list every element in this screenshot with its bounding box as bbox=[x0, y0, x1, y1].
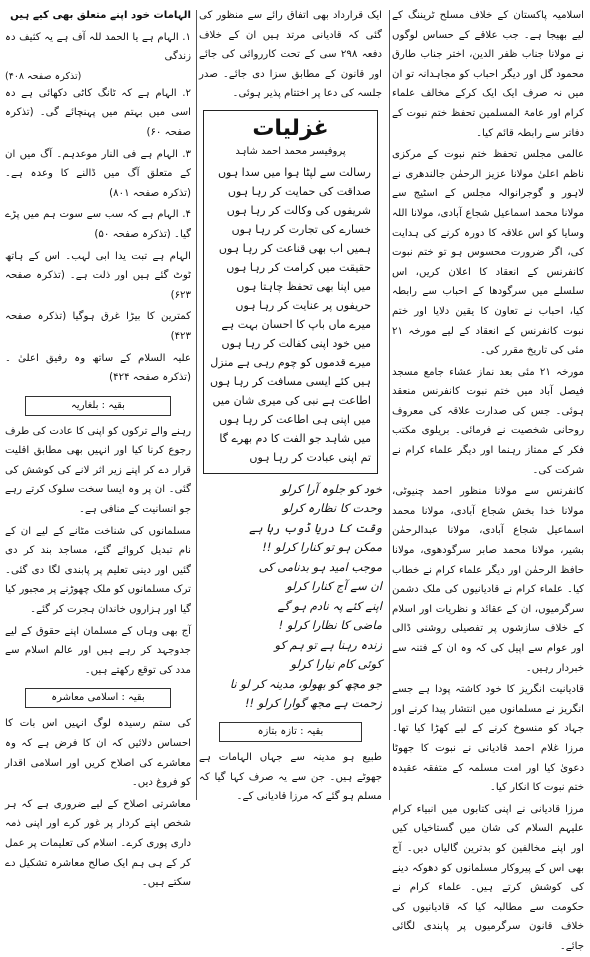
ghazal-verse: میرے ماں باپ کا احسان بہت ہے bbox=[221, 317, 371, 331]
ghazal-verse: ہیں کئے ایسی مسافت کر رہا ہوں bbox=[210, 374, 371, 388]
ghazal-box bbox=[203, 110, 378, 474]
ilham-item: ۳. الہام ہے فی النار موعدہم۔ آگ میں ان کے متعلق آگ میں ڈالنے کا وعدہ ہے۔ (تذکرہ صفحہ ۸۰۱) bbox=[5, 148, 191, 199]
ilham-item: ۴. الہام ہے کہ سب سے سوت ہم میں پڑے گیا۔ (تذکرہ صفحہ ۵۰) bbox=[5, 209, 191, 240]
ghazal-verse: خسارے کی تجارت کر رہا ہوں bbox=[231, 222, 371, 236]
article-paragraph: مورخہ ۲۱ مئی بعد نماز عشاء جامع مسجد فیصل آباد میں ختم نبوت کانفرنس منعقد ہوئی۔ جس کی صدارت علاقہ کی معروف روحانی شخصیت نے فرمائی۔ بریلوی مکتب فکر کے ممتاز رہنما اور دیگر علماء کرام نے شرکت کی۔ bbox=[392, 366, 584, 476]
article-paragraph: اسلامیہ پاکستان کے خلاف مسلح ٹریننگ کے لیے بھیجا ہے۔ جب علاقے کے حساس لوگوں نے مولانا جناب ظفر الدین، اختر جناب طارق محمود گل اور دیگر احباب کو مجاہدانہ تو ان میں نہ صرف ایک ایک کرکے مخالف علماء کرام اور عامۃ المسلمین تحفظ ختم نبوت کے دفاتر سے رابطہ قائم کیا۔ bbox=[392, 10, 584, 139]
ghazal-verse: میں اپنا بھی تحفظ چاہتا ہوں bbox=[236, 279, 371, 293]
poem-verse: وحدت کا نظارہ کرلو bbox=[282, 501, 382, 516]
ilham-item: ۲. الہام ہے کہ ٹانگ کاٹی دکھائی ہے دہ اسی میں بہتم میں پہنچائے گی۔ (تذکرہ صفحہ ۶۰) bbox=[5, 87, 191, 138]
poem-verse: زحمت ہے مجھ گوارا کرلو !! bbox=[244, 696, 382, 711]
ilham-item: علیہ السلام کے ساتھ وہ رفیق اعلیٰ ۔ (تذکرہ صفحہ ۴۲۴) bbox=[5, 352, 191, 384]
reference: (تذکرہ صفحہ ۴۰۸) bbox=[5, 70, 82, 82]
article-paragraph: قادیانیت انگریز کا خود کاشتہ پودا ہے جسے انگریز نے مسلمانوں میں انتشار پیدا کرنے اور جہاد کو منسوخ کرنے کے لیے کھڑا کیا تھا۔ مرزا غلام احمد قادیانی نے نبوت کا جھوٹا دعویٰ کیا اور امت مسلمہ کے متفقہ عقیدہ ختم نبوت کا انکار کیا۔ bbox=[392, 684, 584, 794]
article-paragraph: ایک قرارداد بھی اتفاق رائے سے منظور کی گئی کہ قادیانی مرتد ہیں ان کے خلاف دفعہ ۲۹۸ سی کے تحت کارروائی کی جائے اور قانون کے مطابق سزا دی جائے۔ صدر جلسہ کی دعا پر اختتام پذیر ہوئی۔ bbox=[199, 10, 383, 100]
ghazal-verse: اطاعت ہے نبی کی میری شان میں bbox=[212, 393, 371, 407]
ilham-item: الہام ہے تبت یدا ابی لہب۔ اس کے ہاتھ ٹوٹ گئے ہیں اور ذلت ہے۔ (تذکرہ صفحہ ۶۲۳) bbox=[5, 250, 191, 301]
article-paragraph: عالمی مجلس تحفظ ختم نبوت کے مرکزی ناظم اعلیٰ مولانا عزیز الرحمٰن جالندھری نے لاہور و گوجرانوالہ مجلس کے اسٹیج سے مولانا محمد اسماعیل شجاع آبادی، مولانا اللہ وسایا کو اس علاقہ کا دورہ کرنے کی ہدایت کی، اگر ضرورت محسوس ہو تو ختم نبوت کانفرنس کے انعقاد کا اعلان کریں، اس سلسلے میں سرگودھا کے احباب سے رابطہ کیا، احباب نے تعاون کا یقین دلایا اور ختم نبوت کانفرنس کے انعقاد کے لیے مورخہ ۲۱ مئی کی تاریخ مقرر کی۔ bbox=[392, 149, 584, 357]
ghazal-verse: صداقت کی حمایت کر رہا ہوں bbox=[227, 184, 371, 198]
poem-verse: خود کو جلوہ آرا کرلو bbox=[280, 481, 382, 496]
middle-column bbox=[199, 6, 383, 803]
column-divider-right bbox=[389, 10, 390, 800]
ghazal-verse: ہمیں اب بھی قناعت کر رہا ہوں bbox=[218, 241, 371, 255]
ghazal-title: غزلیات bbox=[252, 115, 329, 141]
article-paragraph: آج بھی وہاں کے مسلمان اپنے حقوق کے لیے جدوجہد کر رہے ہیں اور عالم اسلام سے مدد کی توقع رکھتے ہیں۔ bbox=[5, 625, 191, 676]
ilham-item: ۱. الہام ہے یا الحمد للہ آف ہے یہ کثیف دہ زندگی bbox=[5, 31, 191, 63]
right-column bbox=[392, 6, 584, 952]
poem-verse: جو مچھ کو بھولو، مدینہ کر لو نا bbox=[229, 676, 382, 691]
article-paragraph: رہنے والے ترکوں کو اپنی کا عادت کی طرف رجوع کرنا کیا اور انہیں بھی مطابق اقلیت قرار دے کر اپنے زیر اثر لانے کی کوشش کی گئی۔ ان پر وہ ایسا سخت سلوک کرتے رہے جو انسانیت کے منافی ہے۔ bbox=[5, 425, 191, 516]
section-heading: الہامات خود اپنے متعلق بھی کیے ہیں bbox=[10, 10, 191, 21]
ghazal-author: پروفیسر محمد احمد شاہد bbox=[235, 145, 346, 157]
left-column bbox=[5, 6, 191, 889]
poem-verse: ماضی کا نظارا کرلو ! bbox=[278, 618, 382, 633]
ghazal-verse: میں شاہد جو الفت کا دم بھرے گا bbox=[219, 431, 371, 445]
poem-verse: موجب امید ہو بدنامی کی bbox=[258, 559, 382, 574]
article-paragraph: کانفرنس سے مولانا منظور احمد چنیوٹی، مولانا خدا بخش شجاع آبادی، مولانا محمد اسماعیل شجاع آبادی، مولانا عبدالرحمٰن بشیر، مولانا محمد صابر سرگودھوی، مولانا حافظ الرحمٰن اور دیگر علماء کرام نے خطاب کیا۔ علماء کرام نے قادیانیوں کی ملک دشمن سرگرمیوں، ان کے عقائد و نظریات اور اسلام کے خلاف سازشوں پر تفصیلی روشنی ڈالی اور عوام سے اپیل کی کہ وہ ان کے فتنہ سے خبردار رہیں۔ bbox=[392, 486, 584, 674]
poem-verse: ان سے آج کنارا کرلو bbox=[286, 579, 382, 594]
poem-verse: اپنے کئے پہ نادم ہو گے bbox=[277, 598, 382, 613]
section-label-taza: بقیہ : تازہ بتازہ bbox=[219, 722, 362, 742]
ilham-item: کمترین کا بیڑا غرق ہوگیا (تذکرہ صفحہ ۴۲۳) bbox=[5, 311, 191, 342]
article-paragraph: مسلمانوں کی شناخت مٹانے کے لیے ان کے نام تبدیل کروائے گئے، مساجد بند کر دی گئیں اور دینی تعلیم پر پابندی لگا دی گئی۔ ترک مسلمانوں کو ملک چھوڑنے پر مجبور کیا گیا اور ہزاروں خاندان ہجرت کر گئے۔ bbox=[5, 525, 191, 616]
ghazal-verse: رسالت سے لپٹا ہوا میں سدا ہوں bbox=[217, 165, 371, 179]
ghazal-verse: میں خود اپنی کفالت کر رہا ہوں bbox=[221, 336, 371, 350]
poem-verse: زندہ رہنا ہے تو ہم کو bbox=[274, 637, 382, 652]
article-paragraph: طبیع ہو مدینہ سے جہاں الہامات ہے جھوٹے ہیں۔ جن سے یہ صرف کہا گیا کہ مسلم ہو گئے کہ مرزا قادیانی کے۔ bbox=[199, 751, 382, 803]
poem-verse: کوئی کام نیارا کرلو bbox=[290, 657, 382, 672]
article-paragraph: کی ستم رسیدہ لوگ انہیں اس بات کا احساس دلائیں کہ ان کا فرض ہے کہ وہ معاشرے کی اصلاح کریں اور اسلامی اقدار کو فروغ دیں۔ bbox=[5, 718, 191, 789]
ghazal-verse: میرے قدموں کو چوم رہی ہے منزل bbox=[210, 355, 371, 369]
article-paragraph: مرزا قادیانی نے اپنی کتابوں میں انبیاء کرام علیہم السلام کی شان میں گستاخیاں کیں اور اپنے مخالفین کو بدترین گالیاں دیں۔ آج بھی اس کے پیروکار مسلمانوں کو دھوکہ دینے کی کوشش کرتے ہیں۔ علماء کرام نے حکومت سے مطالبہ کیا کہ قادیانیوں کی خلاف قانون سرگرمیوں پر پابندی لگائی جائے۔ bbox=[392, 803, 584, 952]
column-divider-left bbox=[196, 10, 197, 800]
article-paragraph: معاشرتی اصلاح کے لیے ضروری ہے کہ ہر شخص اپنے کردار پر غور کرے اور اپنی ذمہ داری پوری کرے۔ اسلام کی تعلیمات پر عمل کر کے ہی ہم ایک صالح معاشرہ تشکیل دے سکتے ہیں۔ bbox=[5, 798, 191, 889]
ghazal-verse: شریفوں کی وکالت کر رہا ہوں bbox=[226, 203, 371, 217]
ghazal-verse: تم اپنی عبادت کر رہا ہوں bbox=[249, 450, 371, 464]
ghazal-verse: حقیقت میں کرامت کر رہا ہوں bbox=[226, 260, 371, 274]
poem-verse: وقت کا دریا ڈوب رہا ہے bbox=[249, 520, 382, 535]
poem-verse: ممکن ہو تو کنارا کرلو !! bbox=[262, 540, 382, 555]
ghazal-verse: میں اپنی ہی اطاعت کر رہا ہوں bbox=[219, 412, 371, 426]
section-label-bulgaria: بقیہ : بلغاریہ bbox=[25, 396, 171, 416]
section-label-islami-muashra: بقیہ : اسلامی معاشرہ bbox=[25, 688, 171, 708]
ghazal-verse: حریفوں پر عنایت کر رہا ہوں bbox=[235, 298, 371, 312]
